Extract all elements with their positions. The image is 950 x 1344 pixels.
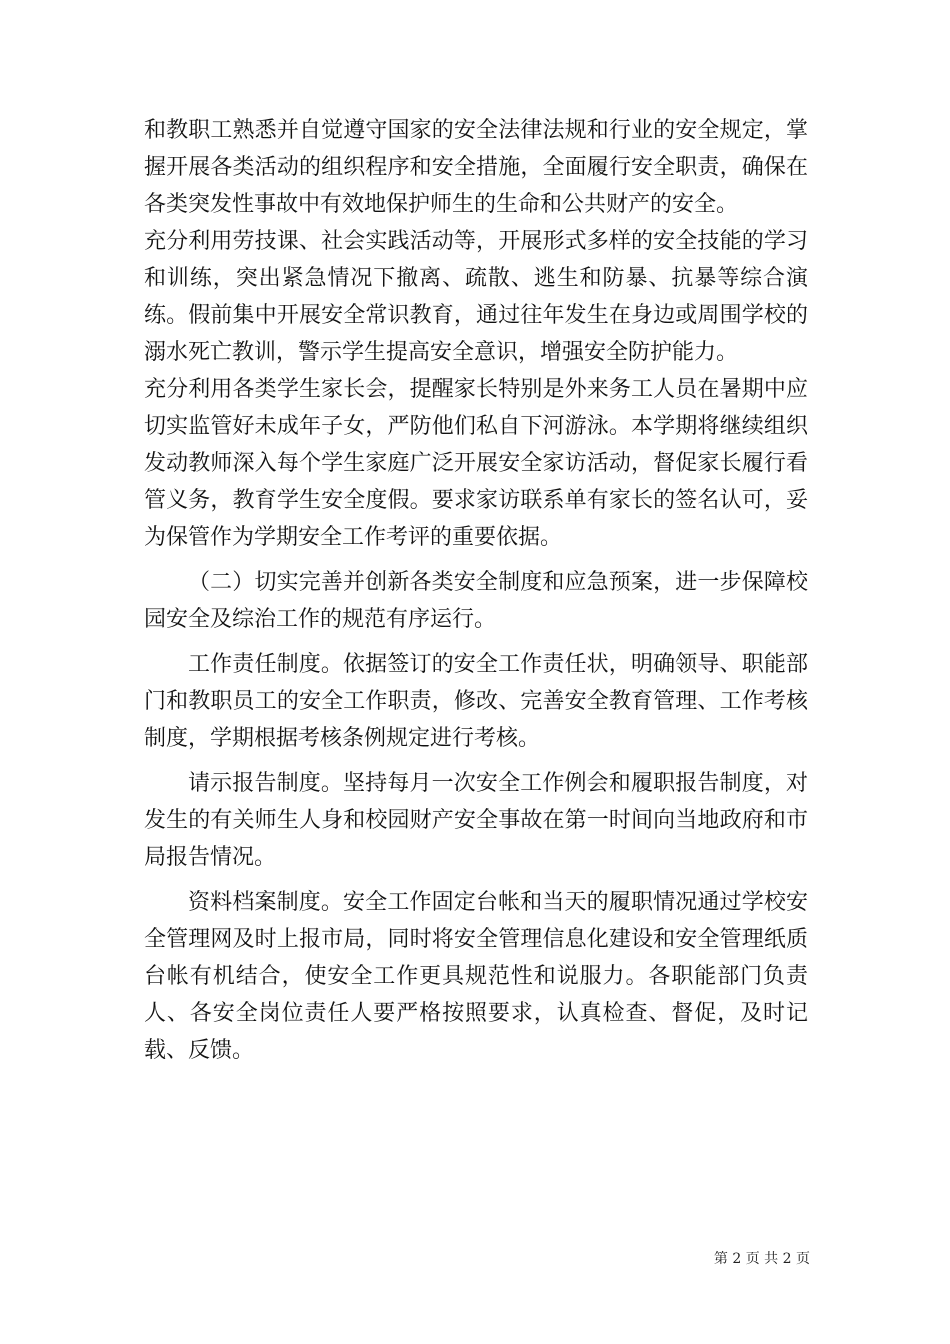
paragraph-responsibility: 工作责任制度。依据签订的安全工作责任状，明确领导、职能部门和教职员工的安全工作职责，修改、完善安全教育管理、工作考核制度，学期根据考核条例规定进行考核。 bbox=[144, 652, 808, 751]
page-number: 第 2 页 共 2 页 bbox=[713, 1251, 810, 1267]
paragraph-reporting: 请示报告制度。坚持每月一次安全工作例会和履职报告制度，对发生的有关师生人身和校园财产安全事故在第一时间向当地政府和市局报告情况。 bbox=[144, 771, 808, 870]
paragraph-continuation: 和教职工熟悉并自觉遵守国家的安全法律法规和行业的安全规定，掌握开展各类活动的组织程序和安全措施，全面履行安全职责，确保在各类突发性事故中有效地保护师生的生命和公共财产的安全。 bbox=[144, 118, 808, 217]
paragraph-parents: 充分利用各类学生家长会，提醒家长特别是外来务工人员在暑期中应切实监管好未成年子女，严防他们私自下河游泳。本学期将继续组织发动教师深入每个学生家庭广泛开展安全家访活动，督促家长履行看管义务，教育学生安全度假。要求家访联系单有家长的签名认可，妥为保管作为学期安全工作考评的重要依据。 bbox=[144, 377, 808, 550]
document-body bbox=[144, 112, 808, 1069]
paragraph-training: 充分利用劳技课、社会实践活动等，开展形式多样的安全技能的学习和训练，突出紧急情况下撤离、疏散、逃生和防暴、抗暴等综合演练。假前集中开展安全常识教育，通过往年发生在身边或周围学校的溺水死亡教训，警示学生提高安全意识，增强安全防护能力。 bbox=[144, 229, 808, 365]
paragraph-archives: 资料档案制度。安全工作固定台帐和当天的履职情况通过学校安全管理网及时上报市局，同时将安全管理信息化建设和安全管理纸质台帐有机结合，使安全工作更具规范性和说服力。各职能部门负责人、各安全岗位责任人要严格按照要求，认真检查、督促，及时记载、反馈。 bbox=[144, 890, 808, 1063]
section-heading-2: （二）切实完善并创新各类安全制度和应急预案，进一步保障校园安全及综治工作的规范有序运行。 bbox=[144, 570, 808, 632]
